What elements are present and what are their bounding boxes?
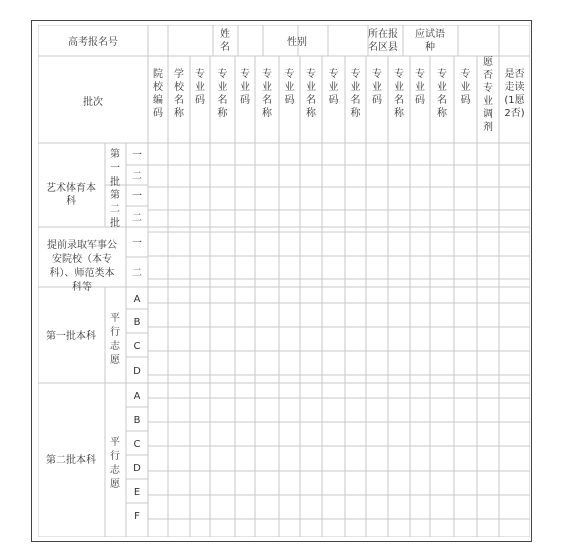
svg-text:专: 专 <box>483 83 493 94</box>
major-code-header <box>240 67 250 106</box>
row-one-label: 一 <box>132 238 142 249</box>
choice-letter-C: C <box>133 341 141 352</box>
svg-text:编: 编 <box>153 95 163 106</box>
choice-letter-A: A <box>133 391 141 402</box>
major-name-header <box>218 67 229 119</box>
choice-letter-D: D <box>133 463 141 474</box>
svg-text:2否): 2否) <box>504 108 525 119</box>
major-name-header <box>394 67 405 119</box>
svg-text:业: 业 <box>372 82 382 93</box>
svg-text:愿: 愿 <box>110 479 120 490</box>
svg-text:批: 批 <box>110 177 120 188</box>
svg-text:名: 名 <box>394 95 404 106</box>
svg-text:名: 名 <box>437 95 447 106</box>
svg-text:剂: 剂 <box>483 122 493 133</box>
choice-letter-E: E <box>133 487 141 498</box>
svg-text:名: 名 <box>306 95 316 106</box>
svg-text:业: 业 <box>350 82 361 93</box>
row-one-label: 一 <box>132 191 142 202</box>
svg-text:称: 称 <box>217 108 228 119</box>
row-one-label: 一 <box>132 150 142 161</box>
svg-text:专: 专 <box>350 69 361 80</box>
language-label <box>415 27 445 53</box>
svg-text:所在报: 所在报 <box>368 29 398 40</box>
batch-label: 批次 <box>83 97 103 108</box>
svg-text:称: 称 <box>437 108 447 119</box>
svg-text:艺术体育本: 艺术体育本 <box>46 183 96 194</box>
svg-text:码: 码 <box>372 95 382 106</box>
major-name-header <box>306 67 317 119</box>
table-labels <box>46 27 525 522</box>
choice-letter-B: B <box>133 317 141 328</box>
svg-text:专: 专 <box>415 69 425 80</box>
application-form-table <box>38 25 530 537</box>
svg-text:业: 业 <box>284 82 295 93</box>
svg-text:码: 码 <box>328 95 339 106</box>
svg-text:码: 码 <box>415 95 425 106</box>
svg-text:愿: 愿 <box>483 57 493 68</box>
major-name-header <box>262 67 273 119</box>
svg-text:平: 平 <box>110 313 120 324</box>
svg-text:志: 志 <box>110 465 120 476</box>
svg-text:称: 称 <box>394 108 404 119</box>
name-label <box>220 27 230 53</box>
svg-text:第: 第 <box>110 149 120 160</box>
svg-text:专: 专 <box>372 69 382 80</box>
svg-text:专: 专 <box>394 69 404 80</box>
commute-header <box>504 68 524 119</box>
svg-text:业: 业 <box>437 82 447 93</box>
svg-text:种: 种 <box>425 42 435 53</box>
row-two-label: 二 <box>132 268 142 279</box>
parallel-choice-label <box>110 436 121 490</box>
school-name-header <box>174 67 185 119</box>
choice-letter-B: B <box>133 415 141 426</box>
svg-text:名: 名 <box>217 95 228 106</box>
svg-text:第: 第 <box>110 190 120 201</box>
svg-text:码: 码 <box>195 95 205 106</box>
svg-text:业: 业 <box>217 82 228 93</box>
first-batch-undergrad-label: 第一批本科 <box>46 331 96 342</box>
choice-letter-A: A <box>133 294 141 305</box>
svg-text:专: 专 <box>217 69 228 80</box>
major-name-header <box>437 67 448 119</box>
major-code-header <box>329 67 339 106</box>
choice-letter-D: D <box>133 366 141 377</box>
svg-text:业: 业 <box>195 82 205 93</box>
svg-text:名: 名 <box>174 95 184 106</box>
svg-text:二: 二 <box>110 204 120 215</box>
svg-text:志: 志 <box>110 341 120 352</box>
svg-text:一: 一 <box>110 163 120 174</box>
svg-text:应试语: 应试语 <box>415 29 445 40</box>
svg-text:专: 专 <box>240 69 250 80</box>
svg-text:(1愿: (1愿 <box>504 95 525 106</box>
svg-text:业: 业 <box>394 82 404 93</box>
svg-text:码: 码 <box>284 95 295 106</box>
svg-text:调: 调 <box>483 109 493 120</box>
svg-text:业: 业 <box>415 82 425 93</box>
row-two-label: 二 <box>132 171 142 182</box>
choice-letter-C: C <box>133 439 141 450</box>
svg-text:码: 码 <box>460 95 471 106</box>
svg-text:称: 称 <box>262 108 272 119</box>
svg-text:名区县: 名区县 <box>368 42 398 53</box>
svg-text:批: 批 <box>110 218 120 229</box>
svg-text:名: 名 <box>262 95 272 106</box>
art-first-batch-label <box>110 147 120 188</box>
svg-text:科）、师范类本: 科）、师范类本 <box>49 268 115 279</box>
svg-text:校: 校 <box>174 82 184 93</box>
svg-text:校: 校 <box>153 82 163 93</box>
school-code-header <box>153 67 164 119</box>
svg-text:业: 业 <box>240 82 250 93</box>
major-code-header <box>415 67 425 106</box>
choice-letter-F: F <box>134 511 140 522</box>
major-code-header <box>461 67 471 106</box>
svg-text:是否: 是否 <box>504 69 525 80</box>
svg-text:码: 码 <box>240 95 250 106</box>
svg-text:提前录取军事公: 提前录取军事公 <box>47 240 117 251</box>
major-code-header <box>195 67 205 106</box>
svg-text:专: 专 <box>306 69 316 80</box>
svg-text:称: 称 <box>174 108 184 119</box>
parallel-choice-label <box>110 312 121 366</box>
svg-text:行: 行 <box>110 451 120 462</box>
svg-text:专: 专 <box>437 69 447 80</box>
svg-text:专: 专 <box>328 69 339 80</box>
svg-text:走读: 走读 <box>504 82 525 93</box>
svg-text:院: 院 <box>153 69 163 80</box>
svg-text:否: 否 <box>483 70 493 81</box>
major-code-header <box>372 67 382 106</box>
art-second-batch-label <box>110 188 120 229</box>
svg-text:科等: 科等 <box>72 282 92 293</box>
svg-text:专: 专 <box>262 69 272 80</box>
adjust-header <box>483 56 493 133</box>
svg-text:名: 名 <box>220 42 230 53</box>
svg-text:愿: 愿 <box>110 355 120 366</box>
early-group-label <box>47 238 117 293</box>
svg-text:专: 专 <box>195 69 205 80</box>
svg-text:业: 业 <box>306 82 316 93</box>
svg-text:业: 业 <box>328 82 339 93</box>
svg-text:称: 称 <box>306 108 316 119</box>
svg-text:名: 名 <box>350 95 361 106</box>
svg-text:行: 行 <box>110 327 120 338</box>
svg-text:称: 称 <box>350 108 361 119</box>
major-name-header <box>351 67 362 119</box>
svg-text:安院校（本专: 安院校（本专 <box>52 254 112 265</box>
svg-text:专: 专 <box>284 69 295 80</box>
svg-text:业: 业 <box>483 96 493 107</box>
svg-text:业: 业 <box>460 82 471 93</box>
row-two-label: 二 <box>132 213 142 224</box>
svg-text:科: 科 <box>66 196 76 207</box>
svg-text:姓: 姓 <box>220 29 230 40</box>
district-label <box>368 27 398 53</box>
art-group-label <box>46 181 96 207</box>
second-batch-undergrad-label: 第二批本科 <box>46 455 96 466</box>
gender-label: 性别 <box>287 37 307 48</box>
exam-number-label: 高考报名号 <box>68 37 118 48</box>
svg-text:学: 学 <box>174 69 184 80</box>
svg-text:平: 平 <box>110 437 120 448</box>
svg-text:专: 专 <box>460 69 471 80</box>
major-code-header <box>285 67 295 106</box>
svg-text:业: 业 <box>262 82 272 93</box>
svg-text:码: 码 <box>153 108 163 119</box>
